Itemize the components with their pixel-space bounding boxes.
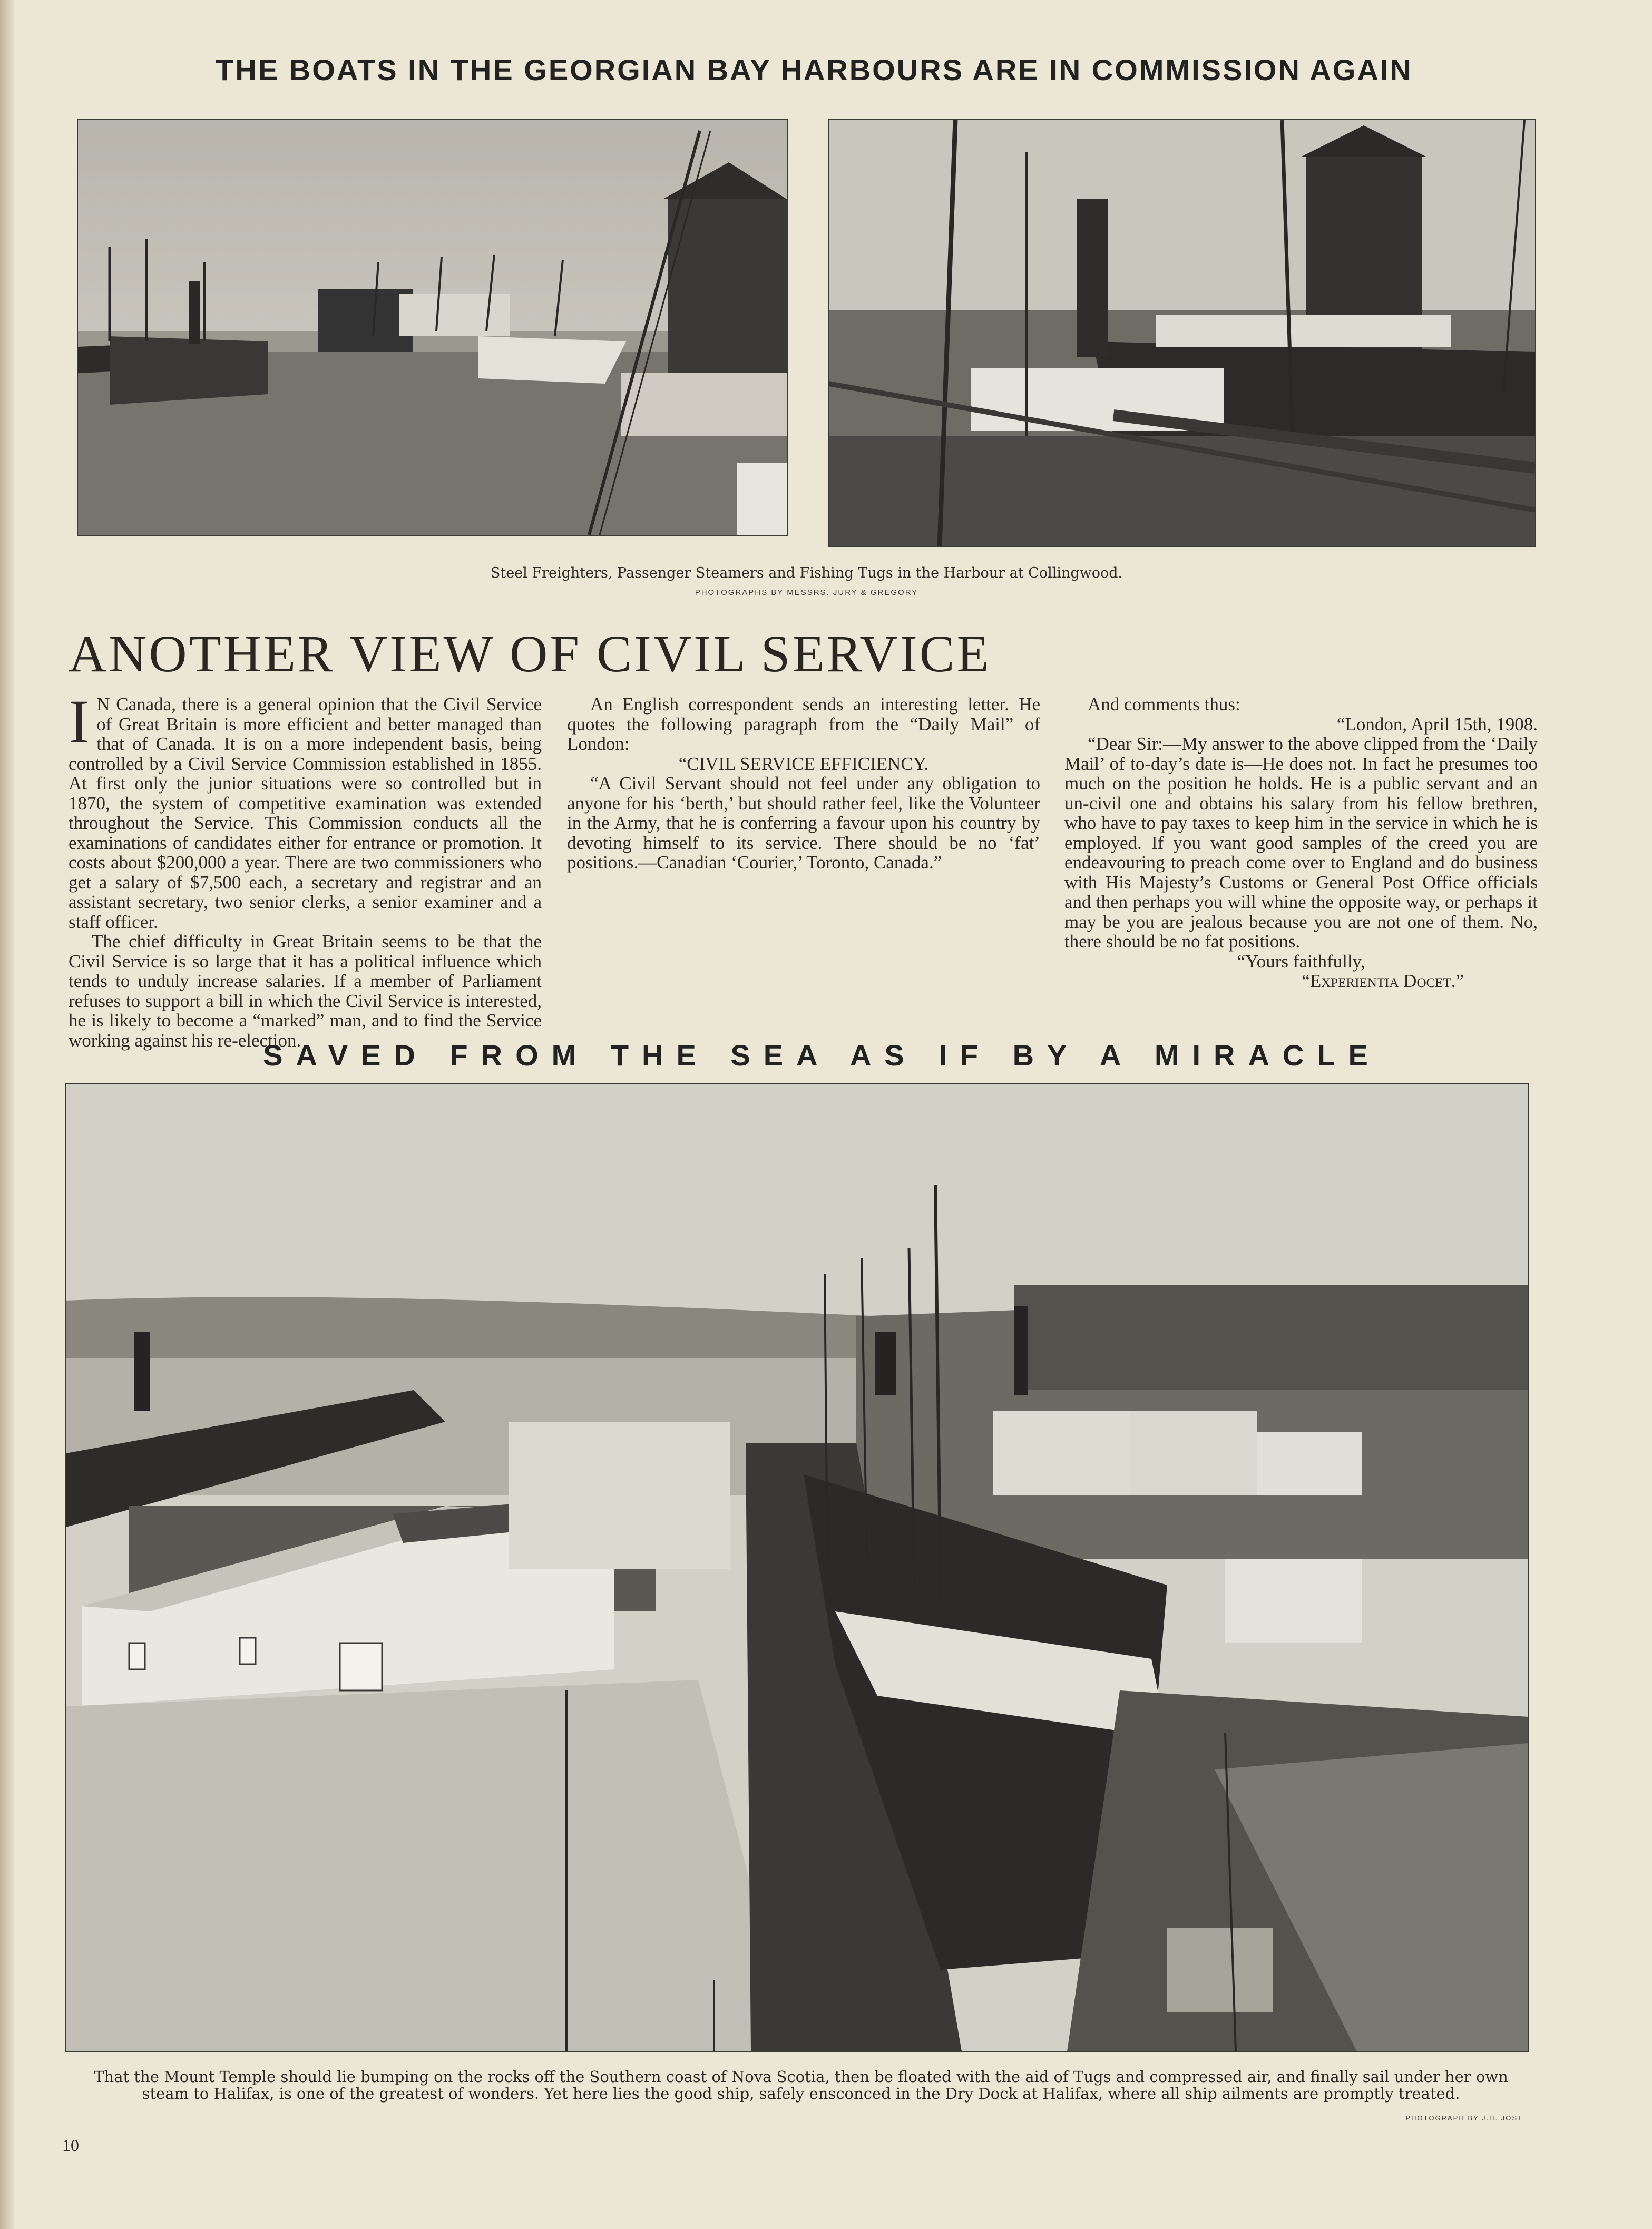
bottom-photo-caption: That the Mount Temple should lie bumping on the rocks off the Southern coast of Nova Scotia, then be floated with the aid of Tugs and compressed air, and finally sail under her own steam to Halifax, is one of the greatest of wonders. Yet here lies the good ship, safely ensconced in the Dry Dock at Halifax, where all ship ailments are promptly treated. bbox=[94, 2068, 1508, 2103]
harbour-photo-left bbox=[78, 120, 787, 535]
mid-headline: SAVED FROM THE SEA AS IF BY A MIRACLE bbox=[263, 1039, 1381, 1072]
top-photo-caption: Steel Freighters, Passenger Steamers and Fishing Tugs in the Harbour at Collingwood. bbox=[490, 565, 1123, 581]
article-paragraph-1 bbox=[69, 687, 542, 932]
quote-body: “A Civil Servant should not feel under any obligation to anyone for his ‘berth,’ but should rather feel, like the Volunteer in the Army, that he is conferring a favour upon his country by devoting himself to its service. There should be no ‘fat’ positions.—Canadian ‘Courier,’ Toronto, Canada.” bbox=[567, 773, 1040, 873]
page-number: 10 bbox=[62, 2136, 79, 2155]
article-paragraph-2-start bbox=[69, 932, 542, 1050]
quote-heading: “CIVIL SERVICE EFFICIENCY. bbox=[678, 753, 929, 774]
article-column-1 bbox=[69, 687, 542, 1051]
top-photo-credit: PHOTOGRAPHS BY MESSRS. JURY & GREGORY bbox=[695, 588, 918, 597]
letter-signature: “Experientia Docet.” bbox=[1302, 971, 1464, 991]
article-column-3 bbox=[1064, 695, 1538, 991]
harbour-photo-right bbox=[829, 120, 1535, 546]
dry-dock-photo-image bbox=[66, 1084, 1528, 2051]
harbour-photo-left-image bbox=[78, 120, 787, 535]
article-column-2 bbox=[567, 695, 1040, 873]
dry-dock-photo bbox=[66, 1084, 1528, 2051]
comments-line: And comments thus: bbox=[1088, 694, 1240, 715]
harbour-photo-right-image bbox=[829, 120, 1535, 546]
letter-body: “Dear Sir:—My answer to the above clipped from the ‘Daily Mail’ of to-day’s date is—He does not. In fact he presumes too much on the position he holds. He is a public servant and an un-civil one and obtains his salary from his fellow brethren, who have to pay taxes to keep him in the service in which he is employed. If you want good samples of the creed you are endeavouring to preach come over to England and do business with His Majesty’s Customs or General Post Office officials and then perhaps you will whine the opposite way, or perhaps it may be you are jealous because you are not one of them. No, there should be no fat positions. bbox=[1064, 734, 1538, 952]
article-paragraph-2-text: The chief difficulty in Great Britain seems to be that the Civil Service is so large that it has a political influence which tends to unduly increase salaries. If a member of Parliament refuses to support a bill in which the Civil Service is interested, he is likely to become a “marked” man, and to find the Service working against his re-election. bbox=[69, 931, 542, 1051]
article-paragraph-1-text: N Canada, there is a general opinion that the Civil Service of Great Britain is more efficient and better managed than that of Canada. It is on a more independent basis, being controlled by a Civil Service Commission established in 1855. At first only the junior situations were so controlled but in 1870, the system of competitive examination was extended throughout the Service. This Commission conducts all the examinations of candidates either for entrance or promotion. It costs about $200,000 a year. There are two commissioners who get a salary of $7,500 each, a secretary and registrar and an assistant secretary, two senior clerks, a senior examiner and a staff officer. bbox=[69, 694, 542, 932]
letter-signoff: “Yours faithfully, bbox=[1237, 951, 1365, 972]
top-headline: THE BOATS IN THE GEORGIAN BAY HARBOURS ARE IN COMMISSION AGAIN bbox=[216, 53, 1413, 86]
letter-date: “London, April 15th, 1908. bbox=[1336, 713, 1538, 735]
bottom-photo-credit: PHOTOGRAPH BY J.H. JOST bbox=[1405, 2114, 1523, 2122]
page-spine-shadow bbox=[0, 0, 14, 2229]
drop-cap: I bbox=[69, 687, 90, 756]
article-paragraph-3: An English correspondent sends an interesting letter. He quotes the following paragraph from the “Daily Mail” of London: bbox=[567, 694, 1040, 754]
article-title: ANOTHER VIEW OF CIVIL SERVICE bbox=[69, 624, 991, 683]
